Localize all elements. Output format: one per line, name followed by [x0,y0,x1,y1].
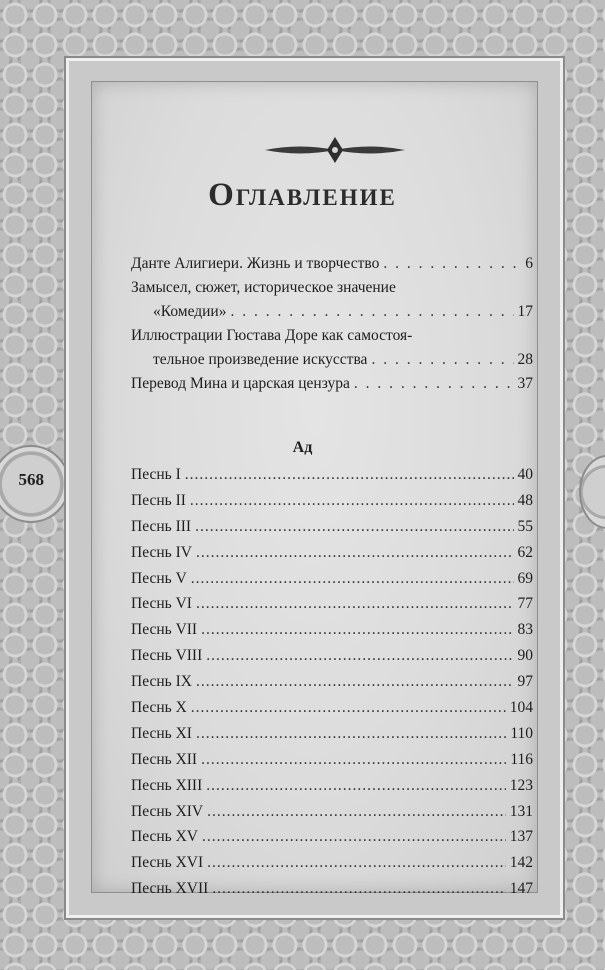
canto-entry[interactable] [131,828,533,854]
leader-dots [207,854,506,872]
toc-entry[interactable] [131,303,533,327]
canto-title: Песнь IV [131,543,192,561]
leader-dots [201,621,513,639]
canto-title: Песнь XV [131,828,198,846]
canto-title: Песнь X [131,699,187,717]
toc-entry-page: 6 [525,255,533,272]
canto-title: Песнь XIV [131,802,204,820]
canto-page: 116 [510,750,533,768]
canto-title: Песнь IX [131,673,192,691]
leader-dots [206,647,513,665]
leader-dots [207,803,506,821]
toc-entry-page: 37 [517,375,533,392]
canto-title: Песнь XIII [131,776,203,794]
toc-entry-title: «Комедии» [153,303,227,320]
canto-page: 55 [517,517,533,535]
canto-page: 83 [517,621,533,639]
leader-dots [212,880,505,898]
toc-entry[interactable] [131,255,533,279]
canto-page: 40 [517,466,533,483]
leader-dots [190,492,514,510]
toc-entry-page: 17 [517,303,533,320]
canto-title: Песнь III [131,517,192,535]
leader-dots [230,303,513,321]
canto-page: 62 [517,543,533,561]
toc-entry[interactable] [131,351,533,375]
canto-title: Песнь VIII [131,647,203,665]
canto-page: 123 [509,776,533,794]
canto-entry[interactable] [131,544,533,570]
toc-entry-title: тельное произведение искусства [153,351,368,368]
canto-page: 69 [517,569,533,587]
canto-title: Песнь XII [131,750,198,768]
canto-page: 104 [509,699,533,717]
canto-entry[interactable] [131,880,533,906]
leader-dots [206,777,505,795]
leader-dots [195,518,513,536]
flourish-ornament [260,135,410,165]
leader-dots [191,699,506,717]
canto-entry[interactable] [131,725,533,751]
canto-entry[interactable] [131,803,533,829]
canto-entry[interactable] [131,570,533,596]
canto-title: Песнь XI [131,724,192,742]
canto-entry[interactable] [131,673,533,699]
canto-title: Песнь I [131,466,181,483]
toc-entry-title: Данте Алигиери. Жизнь и творчество [131,255,380,272]
page-number: 568 [18,470,44,489]
leader-dots [196,725,506,743]
leader-dots [371,351,513,369]
canto-page: 97 [517,673,533,691]
canto-entry[interactable] [131,466,533,492]
leader-dots [354,375,514,393]
canto-page: 147 [509,880,533,898]
canto-page: 110 [510,724,533,742]
leader-dots [196,544,514,562]
canto-entry[interactable] [131,777,533,803]
canto-entry[interactable] [131,518,533,544]
canto-title: Песнь VII [131,621,198,639]
canto-page: 131 [509,802,533,820]
canto-page: 77 [517,595,533,613]
canto-page: 48 [517,491,533,509]
leader-dots [196,595,514,613]
intro-toc [131,255,533,399]
canto-title: Песнь II [131,491,186,509]
canto-entry[interactable] [131,751,533,777]
leader-dots [185,466,514,484]
canto-title: Песнь XVII [131,880,209,898]
toc-entry-page: 28 [517,351,533,368]
leader-dots [202,828,506,846]
canto-entry[interactable] [131,699,533,725]
leader-dots [191,570,514,588]
toc-entry[interactable] [131,375,533,399]
canto-page: 90 [517,647,533,665]
page-title: Оглавление [208,177,397,213]
leader-dots [201,751,506,769]
leader-dots [383,255,521,273]
toc-entry-title: Перевод Мина и царская цензура [131,375,350,392]
canto-title: Песнь VI [131,595,192,613]
leader-dots [196,673,514,691]
canto-entry[interactable] [131,621,533,647]
canto-entry[interactable] [131,492,533,518]
canto-page: 142 [509,854,533,872]
canto-title: Песнь XVI [131,854,204,872]
canto-entry[interactable] [131,854,533,880]
canto-entry[interactable] [131,647,533,673]
canto-list [131,466,533,906]
section-heading: Ад [292,439,313,456]
toc-entry-line[interactable]: Иллюстрации Гюстава Доре как самостоя- [131,327,413,344]
canto-page: 137 [509,828,533,846]
canto-entry[interactable] [131,595,533,621]
toc-entry-line[interactable]: Замысел, сюжет, историческое значение [131,279,396,296]
canto-title: Песнь V [131,569,187,587]
